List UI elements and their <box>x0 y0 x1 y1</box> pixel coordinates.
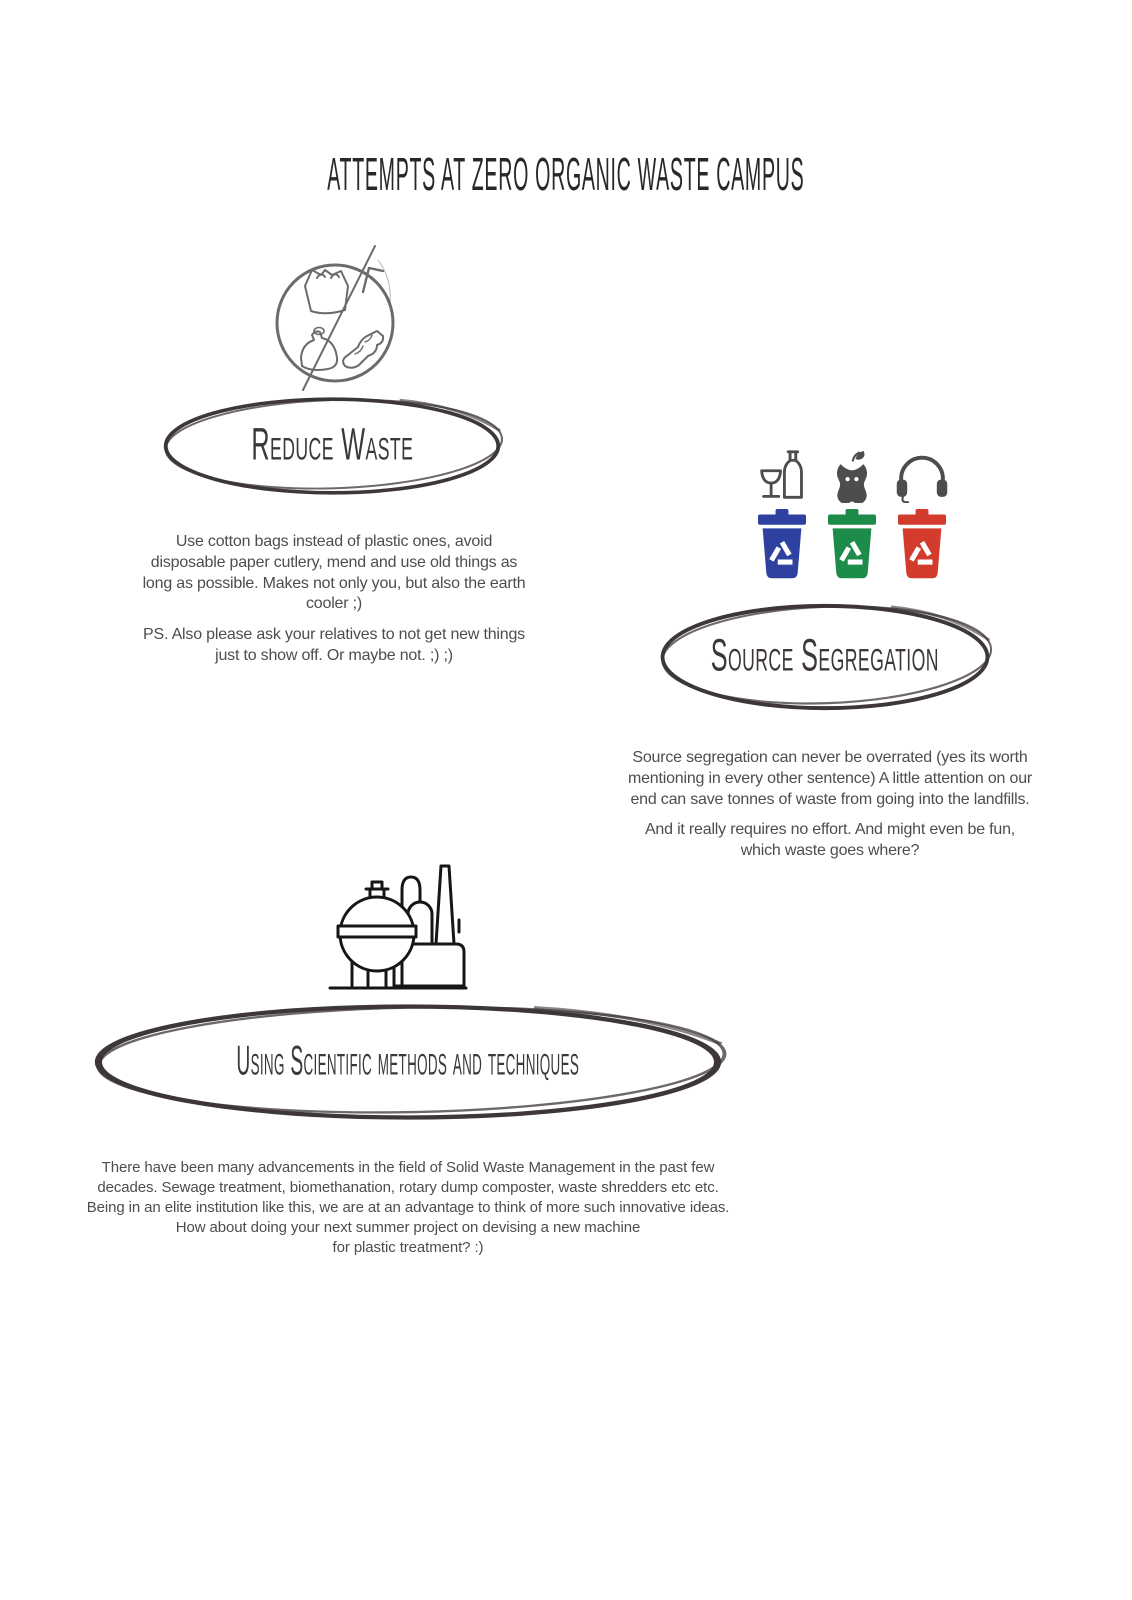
source-segregation-text <box>626 748 1034 862</box>
no-plastic-icon <box>265 238 405 393</box>
recycle-bin-blue <box>752 509 812 581</box>
reduce-waste-heading-text: Reduce Waste <box>251 420 413 470</box>
scientific-methods-heading-text: Using Scientific methods and techniques <box>236 1038 580 1085</box>
waste-segregation-bins <box>752 448 952 581</box>
apple-core-icon <box>822 450 882 503</box>
recycle-bin-green <box>822 509 882 581</box>
page-title <box>0 148 1132 200</box>
paragraph: How about doing your next summer project on devising a new machine for plastic treatment? :) <box>175 1218 641 1256</box>
reduce-waste-heading <box>158 392 506 500</box>
scientific-methods-text <box>78 1158 738 1258</box>
page-title-text: ATTEMPTS AT ZERO ORGANIC WASTE CAMPUS <box>327 148 805 200</box>
scientific-methods-heading <box>84 998 732 1126</box>
paragraph: Use cotton bags instead of plastic ones, avoid disposable paper cutlery, mend and use old things as long as possible. Makes not only you, but also the earth cooler ;) <box>142 533 526 613</box>
paragraph: And it really requires no effort. And might even be fun, which waste goes where? <box>644 821 1016 860</box>
paragraph: Source segregation can never be overrated (yes its worth mentioning in every other sentence) A little attention on our end can save tonnes of waste from going into the landfills. <box>627 749 1033 808</box>
recycle-bin-red <box>892 509 952 581</box>
headphones-icon <box>892 449 952 503</box>
processing-plant-icon <box>328 842 468 990</box>
reduce-waste-text <box>138 532 530 667</box>
recycle-bins <box>752 509 952 581</box>
source-segregation-heading <box>655 598 995 716</box>
paragraph: There have been many advancements in the field of Solid Waste Management in the past few decades. Sewage treatment, biomethanation, rotary dump composter, waste shredders etc etc. Being in an elite institution like this, we are at an advantage to think of more such innovative ideas. <box>86 1159 730 1216</box>
bottle-and-glass-icon <box>752 448 812 503</box>
source-segregation-heading-text: Source Segregation <box>710 631 940 681</box>
paragraph: PS. Also please ask your relatives to not get new things just to show off. Or maybe not. ;) ;) <box>143 626 525 664</box>
waste-type-icons <box>752 448 952 503</box>
